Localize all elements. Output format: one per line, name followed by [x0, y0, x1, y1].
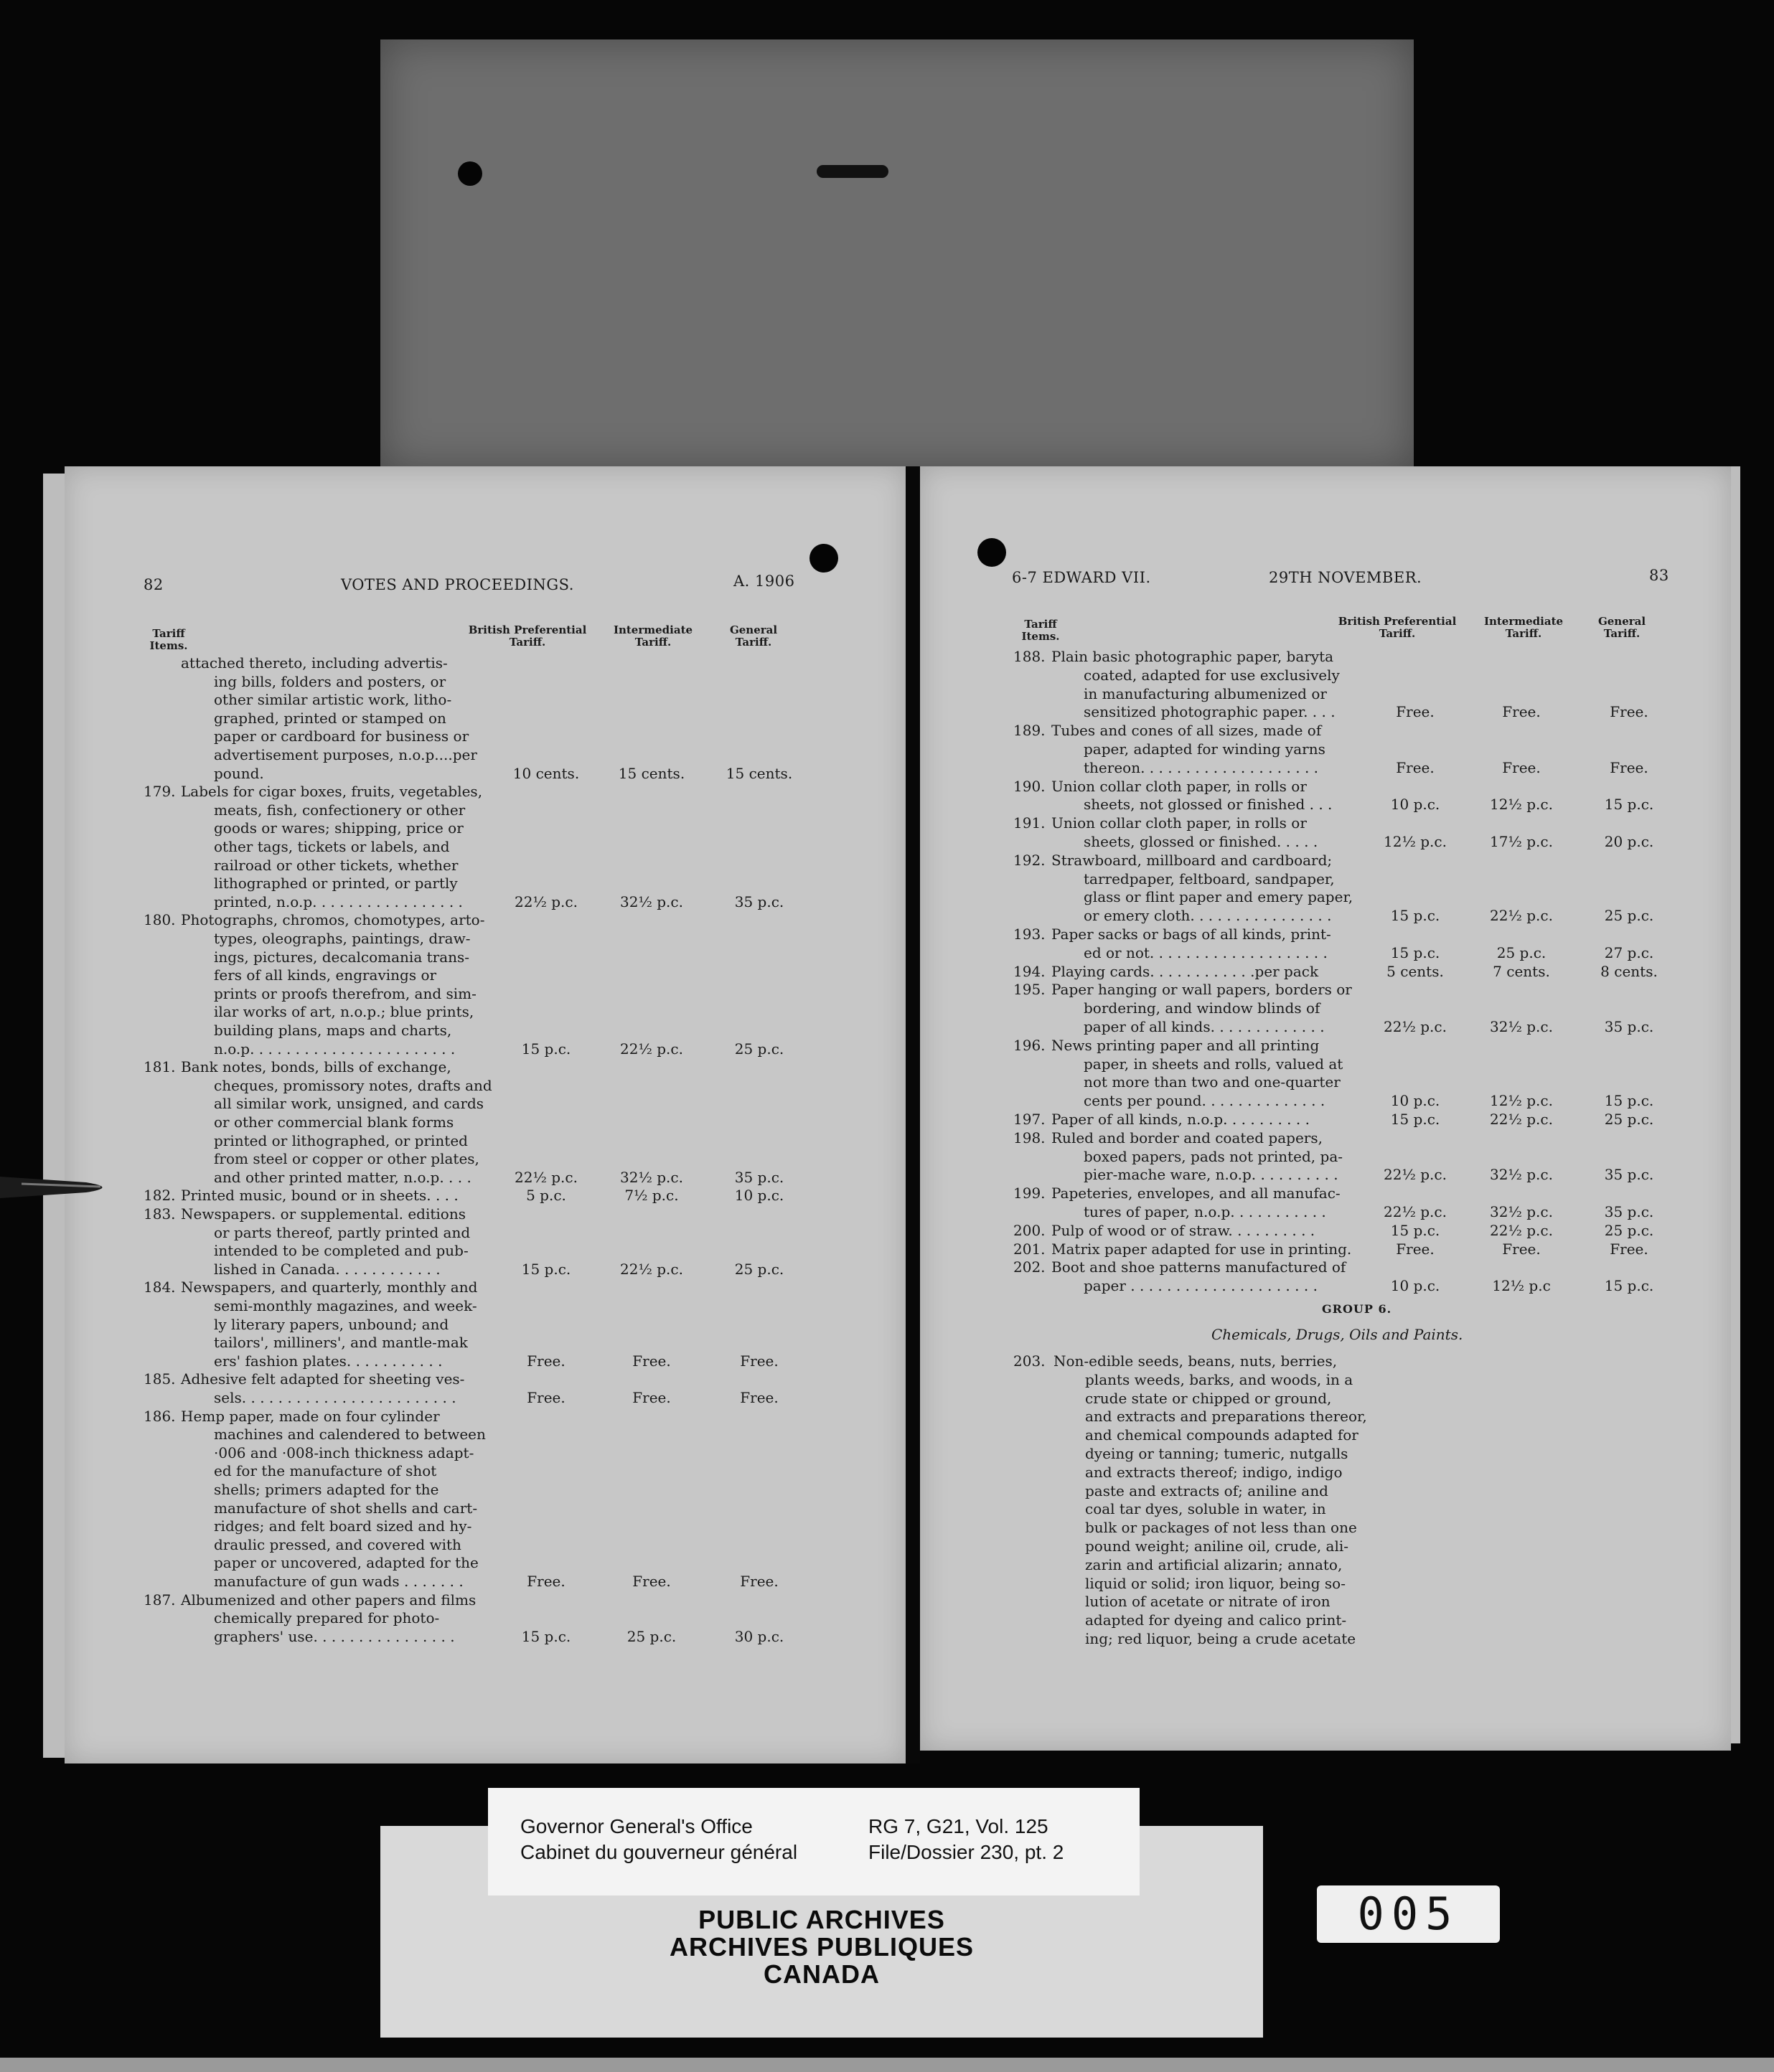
tariff-item-text: lution of acetate or nitrate of iron	[1085, 1593, 1330, 1611]
tariff-item-number: 185.	[144, 1370, 176, 1388]
tariff-item-text: advertisement purposes, n.o.p....per	[214, 746, 477, 763]
general-rate: 25 p.c.	[1604, 1111, 1654, 1128]
tariff-item-text: liquid or solid; iron liquor, being so-	[1085, 1574, 1346, 1592]
tariff-item-number: 202.	[1013, 1258, 1046, 1276]
british-rate: 10 cents.	[512, 764, 580, 782]
right-date: 29TH NOVEMBER.	[1269, 569, 1422, 586]
tariff-item-text: bulk or packages of not less than one	[1085, 1519, 1357, 1537]
tariff-item-text: semi-monthly magazines, and week-	[214, 1297, 477, 1314]
british-rate: 10 p.c.	[1390, 1092, 1440, 1110]
tariff-item-text: railroad or other tickets, whether	[214, 856, 459, 874]
general-rate: 35 p.c.	[1604, 1166, 1654, 1184]
left-running-title: VOTES AND PROCEEDINGS.	[341, 576, 574, 593]
tariff-item-text: fers of all kinds, engravings or	[214, 966, 437, 984]
general-rate: 35 p.c.	[734, 1168, 784, 1186]
tariff-item-text: Paper sacks or bags of all kinds, print-	[1051, 926, 1331, 943]
tariff-item-number: 179.	[144, 783, 176, 801]
intermediate-rate: Free.	[1502, 1240, 1541, 1258]
tariff-item-text: paper or uncovered, adapted for the	[214, 1554, 479, 1572]
tariff-item-number: 196.	[1013, 1036, 1046, 1054]
tariff-item-text: other similar artistic work, litho-	[214, 691, 452, 709]
tariff-item-text: ed or not. . . . . . . . . . . . . . . . . . . .	[1084, 943, 1328, 961]
british-rate: 15 p.c.	[1390, 907, 1440, 925]
tariff-item-number: 195.	[1013, 981, 1046, 999]
tariff-item-text: not more than two and one-quarter	[1084, 1073, 1341, 1091]
intermediate-rate: 22½ p.c.	[1490, 1221, 1553, 1239]
tariff-item-number: 198.	[1013, 1129, 1046, 1146]
british-rate: Free.	[1396, 703, 1435, 721]
tariff-item-text: bordering, and window blinds of	[1084, 999, 1320, 1017]
tariff-item-text: ing bills, folders and posters, or	[214, 672, 446, 690]
punch-hole-icon	[458, 161, 482, 186]
general-rate: Free.	[740, 1573, 779, 1590]
intermediate-rate: 25 p.c.	[1496, 943, 1547, 961]
tariff-item-text: sheets, glossed or finished. . . . .	[1084, 833, 1318, 850]
general-rate: Free.	[1610, 758, 1648, 776]
intermediate-rate: Free.	[632, 1389, 671, 1406]
british-rate: 12½ p.c.	[1384, 833, 1447, 850]
british-rate: Free.	[1396, 758, 1435, 776]
tariff-item-text: building plans, maps and charts,	[214, 1022, 452, 1039]
tariff-item-text: Bank notes, bonds, bills of exchange,	[181, 1058, 451, 1076]
left-col-general: General Tariff.	[729, 623, 778, 649]
tariff-item-text: Labels for cigar boxes, fruits, vegetables,	[181, 783, 483, 801]
tariff-item-text: tarredpaper, feltboard, sandpaper,	[1084, 870, 1335, 887]
tariff-item-text: manufacture of gun wads . . . . . . .	[214, 1573, 464, 1590]
tariff-item-text: meats, fish, confectionery or other	[214, 801, 466, 819]
tariff-item-text: Ruled and border and coated papers,	[1051, 1129, 1323, 1146]
tariff-item-text: sensitized photographic paper. . . .	[1084, 703, 1336, 721]
tariff-item-text: tailors', milliners', and mantle-mak	[214, 1334, 468, 1352]
intermediate-rate: 7 cents.	[1493, 962, 1550, 980]
british-rate: 15 p.c.	[1390, 1221, 1440, 1239]
tariff-item-text: Newspapers, and quarterly, monthly and	[181, 1278, 478, 1296]
tariff-item-text: intended to be completed and pub-	[214, 1242, 469, 1260]
tariff-item-number: 181.	[144, 1058, 176, 1076]
tariff-item-text: Albumenized and other papers and films	[181, 1591, 477, 1609]
tariff-item-text: tures of paper, n.o.p. . . . . . . . . . .	[1084, 1203, 1326, 1220]
tariff-item-number: 200.	[1013, 1221, 1046, 1239]
tariff-item-number: 191.	[1013, 814, 1046, 832]
right-page-number: 83	[1649, 567, 1669, 584]
intermediate-rate: 32½ p.c.	[1490, 1018, 1553, 1035]
general-rate: 10 p.c.	[734, 1187, 784, 1205]
intermediate-rate: 32½ p.c.	[1490, 1203, 1553, 1220]
general-rate: 15 p.c.	[1604, 1277, 1654, 1295]
tariff-item-text: ing; red liquor, being a crude acetate	[1085, 1630, 1356, 1647]
tariff-item-text: Union collar cloth paper, in rolls or	[1051, 814, 1307, 832]
general-rate: 25 p.c.	[734, 1040, 784, 1058]
archives-stamp	[380, 1905, 1263, 1998]
tariff-item-text: ings, pictures, decalcomania trans-	[214, 948, 470, 966]
tariff-item-number: 192.	[1013, 851, 1046, 869]
general-rate: Free.	[1610, 703, 1648, 721]
tariff-item-text: News printing paper and all printing	[1051, 1036, 1320, 1054]
archive-file: File/Dossier 230, pt. 2	[868, 1841, 1064, 1863]
general-rate: 15 p.c.	[1604, 796, 1654, 814]
tariff-item-number: 184.	[144, 1278, 176, 1296]
intermediate-rate: Free.	[632, 1352, 671, 1370]
stamp-line-3: CANADA	[764, 1959, 880, 1989]
tariff-item-text: boxed papers, pads not printed, pa-	[1084, 1147, 1343, 1165]
tariff-item-text: Papeteries, envelopes, and all manufac-	[1051, 1185, 1341, 1202]
office-fr: Cabinet du gouverneur général	[520, 1841, 798, 1863]
tariff-item-text: lithographed or printed, or partly	[214, 875, 458, 893]
intermediate-rate: 12½ p.c.	[1490, 1092, 1553, 1110]
gutter	[906, 466, 920, 1763]
tariff-item-number: 189.	[1013, 722, 1046, 740]
tariff-item-text: printed or lithographed, or printed	[214, 1131, 468, 1149]
tariff-item-text: graphed, printed or stamped on	[214, 709, 446, 727]
frame-counter: 005	[1317, 1885, 1500, 1943]
intermediate-rate: 22½ p.c.	[620, 1260, 683, 1278]
tariff-item-text: Matrix paper adapted for use in printing.	[1051, 1240, 1352, 1258]
british-rate: Free.	[1396, 1240, 1435, 1258]
right-col-tariff-items: Tariff Items.	[1021, 618, 1060, 644]
right-col-british: British Preferential Tariff.	[1338, 615, 1457, 641]
british-rate: 15 p.c.	[521, 1040, 571, 1058]
tariff-item-text: in manufacturing albumenized or	[1084, 684, 1327, 702]
intermediate-rate: 22½ p.c.	[1490, 1111, 1553, 1128]
tariff-item-text: Union collar cloth paper, in rolls or	[1051, 777, 1307, 795]
british-rate: 15 p.c.	[521, 1627, 571, 1645]
tariff-item-text: cheques, promissory notes, drafts and	[214, 1076, 492, 1094]
british-rate: 22½ p.c.	[1384, 1018, 1447, 1035]
tariff-item-text: Paper hanging or wall papers, borders or	[1051, 981, 1352, 999]
tariff-item-number: 199.	[1013, 1185, 1046, 1202]
tariff-item-number: 193.	[1013, 926, 1046, 943]
tariff-item-text: ridges; and felt board sized and hy-	[214, 1517, 472, 1535]
archive-reference-card	[488, 1788, 1140, 1896]
tariff-item-text: pier-mache ware, n.o.p. . . . . . . . . .	[1084, 1166, 1338, 1184]
tariff-item-number: 197.	[1013, 1111, 1046, 1128]
general-rate: 8 cents.	[1600, 962, 1658, 980]
british-rate: 10 p.c.	[1390, 1277, 1440, 1295]
left-col-tariff-items: Tariff Items.	[149, 627, 188, 653]
tariff-item-text: Non-edible seeds, beans, nuts, berries,	[1053, 1352, 1338, 1370]
tariff-item-text: Plain basic photographic paper, baryta	[1051, 648, 1334, 665]
tariff-item-number: 203.	[1013, 1352, 1046, 1370]
tariff-item-text: attached thereto, including advertis-	[181, 654, 448, 672]
pen-tip-icon	[0, 1169, 122, 1205]
tariff-item-text: ed for the manufacture of shot	[214, 1462, 437, 1480]
left-col-british: British Preferential Tariff.	[468, 623, 587, 649]
tariff-item-text: cents per pound. . . . . . . . . . . . . .	[1084, 1092, 1325, 1110]
intermediate-rate: 12½ p.c.	[1490, 796, 1553, 814]
clip-mark	[817, 165, 888, 178]
general-rate: Free.	[740, 1352, 779, 1370]
tariff-item-text: Pulp of wood or of straw. . . . . . . . . .	[1051, 1221, 1315, 1239]
tariff-item-text: or other commercial blank forms	[214, 1113, 454, 1131]
tariff-item-number: 194.	[1013, 962, 1046, 980]
tariff-item-text: ers' fashion plates. . . . . . . . . . .	[214, 1352, 443, 1370]
tariff-item-text: manufacture of shot shells and cart-	[214, 1499, 478, 1517]
tariff-item-text: or parts thereof, partly printed and	[214, 1223, 471, 1241]
tariff-item-text: or emery cloth. . . . . . . . . . . . . . . .	[1084, 907, 1332, 925]
tariff-item-text: n.o.p. . . . . . . . . . . . . . . . . . . . . . .	[214, 1040, 456, 1058]
tariff-item-text: paper of all kinds. . . . . . . . . . . . .	[1084, 1018, 1325, 1035]
tariff-item-text: shells; primers adapted for the	[214, 1481, 439, 1498]
archive-ref: RG 7, G21, Vol. 125	[868, 1815, 1048, 1837]
tariff-item-text: graphers' use. . . . . . . . . . . . . . . .	[214, 1627, 455, 1645]
right-running-title: 6-7 EDWARD VII.	[1012, 569, 1151, 586]
tariff-item-text: coal tar dyes, soluble in water, in	[1085, 1500, 1326, 1518]
tariff-item-text: ly literary papers, unbound; and	[214, 1315, 449, 1333]
tariff-item-text: and other printed matter, n.o.p. . . .	[214, 1168, 471, 1186]
tariff-item-text: machines and calendered to between	[214, 1426, 486, 1444]
tariff-item-text: zarin and artificial alizarin; annato,	[1085, 1555, 1343, 1573]
tariff-item-text: printed, n.o.p. . . . . . . . . . . . . . . . .	[214, 893, 463, 910]
tariff-item-text: Strawboard, millboard and cardboard;	[1051, 851, 1333, 869]
british-rate: Free.	[527, 1352, 565, 1370]
page-stack-left	[43, 474, 65, 1758]
tariff-item-number: 201.	[1013, 1240, 1046, 1258]
tariff-item-text: Paper of all kinds, n.o.p. . . . . . . . . .	[1051, 1111, 1310, 1128]
tariff-item-text: Photographs, chromos, chomotypes, arto-	[181, 911, 485, 929]
tariff-item-number: 183.	[144, 1205, 176, 1223]
british-rate: 5 p.c.	[526, 1187, 566, 1205]
british-rate: 22½ p.c.	[515, 1168, 578, 1186]
general-rate: 25 p.c.	[1604, 907, 1654, 925]
intermediate-rate: 32½ p.c.	[1490, 1166, 1553, 1184]
intermediate-rate: Free.	[632, 1573, 671, 1590]
tariff-item-text: ·006 and ·008-inch thickness adapt-	[214, 1444, 474, 1461]
tariff-item-text: Newspapers. or supplemental. editions	[181, 1205, 466, 1223]
folder-envelope	[380, 39, 1414, 470]
general-rate: 20 p.c.	[1604, 833, 1654, 850]
tariff-item-text: thereon. . . . . . . . . . . . . . . . . . . .	[1084, 758, 1319, 776]
punch-hole-icon	[977, 538, 1006, 567]
group-subheading: Chemicals, Drugs, Oils and Paints.	[1211, 1326, 1463, 1343]
tariff-item-number: 190.	[1013, 777, 1046, 795]
tariff-item-text: Adhesive felt adapted for sheeting ves-	[181, 1370, 465, 1388]
british-rate: Free.	[527, 1389, 565, 1406]
general-rate: 15 p.c.	[1604, 1092, 1654, 1110]
group-heading: GROUP 6.	[1322, 1302, 1392, 1316]
tariff-item-text: paste and extracts of; aniline and	[1085, 1482, 1328, 1499]
tariff-item-text: ilar works of art, n.o.p.; blue prints,	[214, 1003, 474, 1021]
tariff-item-text: pound weight; aniline oil, crude, ali-	[1085, 1537, 1349, 1555]
tariff-item-text: Hemp paper, made on four cylinder	[181, 1407, 440, 1425]
tariff-item-text: draulic pressed, and covered with	[214, 1535, 461, 1553]
tariff-item-text: crude state or chipped or ground,	[1085, 1389, 1332, 1407]
general-rate: 35 p.c.	[734, 893, 784, 910]
general-rate: Free.	[1610, 1240, 1648, 1258]
general-rate: Free.	[740, 1389, 779, 1406]
tariff-item-text: paper, in sheets and rolls, valued at	[1084, 1055, 1343, 1073]
tariff-item-text: Printed music, bound or in sheets. . . .	[181, 1187, 459, 1205]
intermediate-rate: 22½ p.c.	[1490, 907, 1553, 925]
british-rate: 22½ p.c.	[515, 893, 578, 910]
tariff-item-text: and extracts thereof; indigo, indigo	[1085, 1463, 1343, 1481]
tariff-item-number: 180.	[144, 911, 176, 929]
tariff-item-text: sheets, not glossed or finished . . .	[1084, 796, 1333, 814]
right-col-intermediate: Intermediate Tariff.	[1483, 615, 1564, 641]
tariff-item-text: Playing cards. . . . . . . . . . . .per pack	[1051, 962, 1319, 980]
british-rate: Free.	[527, 1573, 565, 1590]
british-rate: 5 cents.	[1386, 962, 1444, 980]
general-rate: 35 p.c.	[1604, 1018, 1654, 1035]
punch-hole-icon	[809, 544, 838, 573]
tariff-item-text: chemically prepared for photo-	[214, 1609, 440, 1627]
tariff-item-text: other tags, tickets or labels, and	[214, 838, 450, 855]
intermediate-rate: 7½ p.c.	[624, 1187, 679, 1205]
tariff-item-text: sels. . . . . . . . . . . . . . . . . . . . . . . .	[214, 1389, 456, 1406]
british-rate: 15 p.c.	[1390, 943, 1440, 961]
stamp-line-2: ARCHIVES PUBLIQUES	[669, 1932, 975, 1962]
tariff-item-text: Tubes and cones of all sizes, made of	[1051, 722, 1322, 740]
office-en: Governor General's Office	[520, 1815, 753, 1837]
tariff-item-text: pound.	[214, 764, 264, 782]
left-col-intermediate: Intermediate Tariff.	[613, 623, 693, 649]
tariff-item-text: coated, adapted for use exclusively	[1084, 666, 1340, 684]
tariff-item-text: and chemical compounds adapted for	[1085, 1426, 1358, 1444]
tariff-item-text: adapted for dyeing and calico print-	[1085, 1611, 1347, 1629]
left-year: A. 1906	[733, 573, 795, 590]
tariff-item-text: goods or wares; shipping, price or	[214, 819, 464, 837]
tariff-item-text: dyeing or tanning; tumeric, nutgalls	[1085, 1445, 1348, 1462]
right-col-general: General Tariff.	[1597, 615, 1646, 641]
general-rate: 15 cents.	[726, 764, 793, 782]
tariff-item-text: Boot and shoe patterns manufactured of	[1051, 1258, 1346, 1276]
intermediate-rate: 25 p.c.	[626, 1627, 677, 1645]
intermediate-rate: Free.	[1502, 758, 1541, 776]
general-rate: 30 p.c.	[734, 1627, 784, 1645]
tariff-item-text: all similar work, unsigned, and cards	[214, 1095, 484, 1113]
tariff-item-text: paper . . . . . . . . . . . . . . . . . . . . .	[1084, 1277, 1318, 1295]
left-page-number: 82	[144, 576, 164, 593]
tariff-item-text: plants weeds, barks, and woods, in a	[1085, 1370, 1353, 1388]
tariff-item-number: 182.	[144, 1187, 176, 1205]
tariff-item-number: 186.	[144, 1407, 176, 1425]
tariff-item-number: 188.	[1013, 648, 1046, 665]
british-rate: 22½ p.c.	[1384, 1203, 1447, 1220]
british-rate: 15 p.c.	[1390, 1111, 1440, 1128]
film-edge	[0, 2058, 1774, 2072]
general-rate: 25 p.c.	[1604, 1221, 1654, 1239]
intermediate-rate: Free.	[1502, 703, 1541, 721]
tariff-item-text: paper, adapted for winding yarns	[1084, 740, 1325, 758]
stamp-line-1: PUBLIC ARCHIVES	[698, 1905, 945, 1934]
tariff-item-text: paper or cardboard for business or	[214, 727, 469, 745]
british-rate: 10 p.c.	[1390, 796, 1440, 814]
general-rate: 35 p.c.	[1604, 1203, 1654, 1220]
intermediate-rate: 22½ p.c.	[620, 1040, 683, 1058]
intermediate-rate: 12½ p.c	[1492, 1277, 1551, 1295]
tariff-item-text: from steel or copper or other plates,	[214, 1150, 479, 1168]
intermediate-rate: 15 cents.	[618, 764, 685, 782]
british-rate: 22½ p.c.	[1384, 1166, 1447, 1184]
general-rate: 27 p.c.	[1604, 943, 1654, 961]
tariff-item-text: prints or proofs therefrom, and sim-	[214, 984, 477, 1002]
tariff-item-text: glass or flint paper and emery paper,	[1084, 888, 1353, 906]
intermediate-rate: 17½ p.c.	[1490, 833, 1553, 850]
tariff-item-number: 187.	[144, 1591, 176, 1609]
tariff-item-text: types, oleographs, paintings, draw-	[214, 930, 471, 947]
general-rate: 25 p.c.	[734, 1260, 784, 1278]
intermediate-rate: 32½ p.c.	[620, 893, 683, 910]
tariff-item-text: lished in Canada. . . . . . . . . . . .	[214, 1260, 441, 1278]
intermediate-rate: 32½ p.c.	[620, 1168, 683, 1186]
tariff-item-text: and extracts and preparations thereor,	[1085, 1408, 1367, 1426]
british-rate: 15 p.c.	[521, 1260, 571, 1278]
